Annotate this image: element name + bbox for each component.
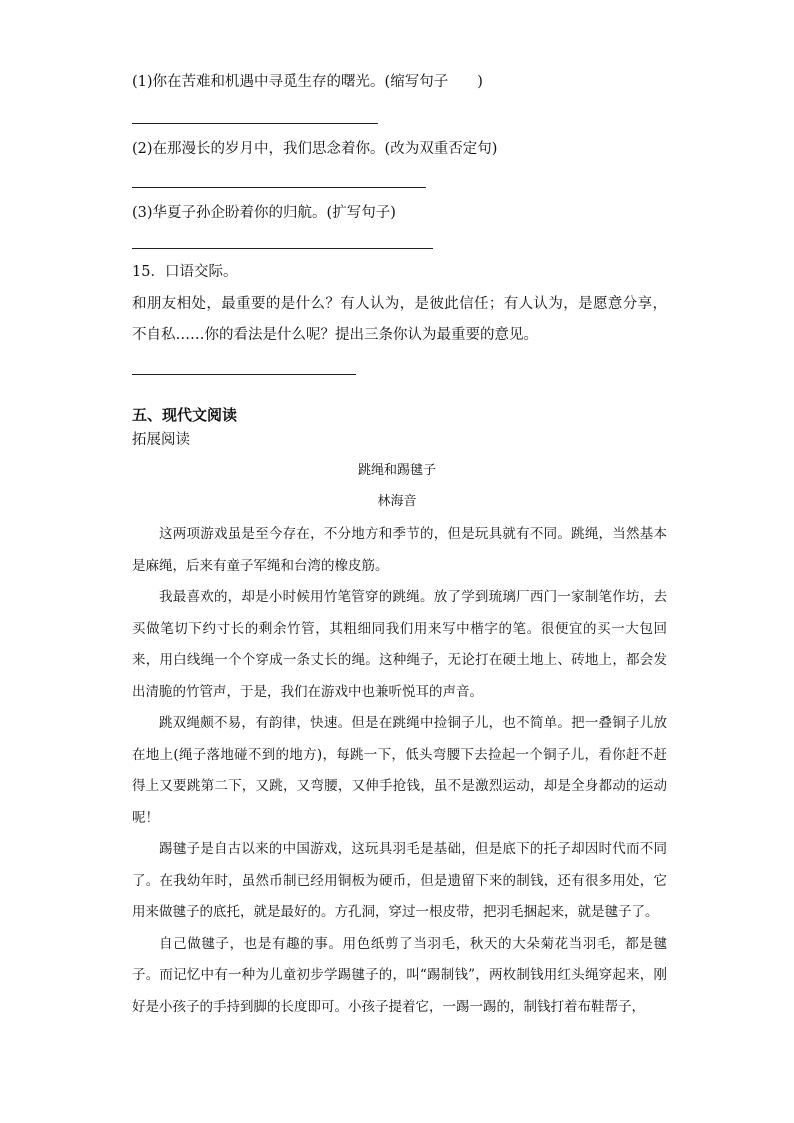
article-paragraph: 自己做毽子，也是有趣的事。用色纸剪了当羽毛，秋天的大朵菊花当羽毛，都是毽子。而记忆中有一种为儿童初步学踢毽子的，叫“踢制钱”，两枚制钱用红头绳穿起来，刚好是小孩子的手持到脚的长度即可。小孩子提着它，一踢一踢的，制钱打着布鞋帮子， xyxy=(132,935,667,1015)
article-paragraph: 我最喜欢的，却是小时候用竹笔管穿的跳绳。放了学到琉璃厂西门一家制笔作坊，去买做笔切下约寸长的剩余竹管，其粗细同我们用来写中楷字的笔。很便宜的买一大包回来，用白线绳一个个穿成一条丈长的绳。这种绳子，无论打在硬土地上、砖地上，都会发出清脆的竹管声，于是，我们在游戏中也兼听悦耳的声音。 xyxy=(132,589,667,700)
article-title: 跳绳和踢毽子 xyxy=(357,463,436,478)
article-paragraph: 跳双绳颇不易，有韵律，快速。但是在跳绳中捡铜子儿，也不简单。把一叠铜子儿放在地上(绳子落地碰不到的地方)，每跳一下，低头弯腰下去捡起一个铜子儿，看你赶不赶得上又要跳第二下，又跳，又弯腰，又伸手抢钱，虽不是激烈运动，却是全身都动的运动呢！ xyxy=(132,715,667,826)
question-15-title: 15．口语交际。 xyxy=(132,264,238,280)
section-subheading: 拓展阅读 xyxy=(132,432,190,448)
question-15-prompt xyxy=(132,289,667,351)
answer-line-2 xyxy=(132,187,426,188)
question-3: (3)华夏子孙企盼着你的归航。(扩写句子) xyxy=(132,205,396,221)
article-body xyxy=(132,519,667,1023)
question-2: (2)在那漫长的岁月中，我们思念着你。(改为双重否定句) xyxy=(132,141,498,157)
article-paragraph: 这两项游戏虽是至今存在，不分地方和季节的，但是玩具就有不同。跳绳，当然基本是麻绳，后来有童子军绳和台湾的橡皮筋。 xyxy=(132,526,667,574)
question-1: (1)你在苦难和机遇中寻觅生存的曙光。(缩写句子 ) xyxy=(132,74,483,90)
answer-line-3 xyxy=(132,248,433,249)
section-heading: 五、现代文阅读 xyxy=(132,406,238,424)
answer-line-1 xyxy=(132,123,378,124)
article-paragraph: 踢毽子是自古以来的中国游戏，这玩具羽毛是基础，但是底下的托子却因时代而不同了。在我幼年时，虽然币制已经用铜板为硬币，但是遗留下来的制钱，还有很多用处，它用来做毽子的底托，就是最好的。方孔洞，穿过一根皮带，把羽毛捆起来，就是毽子了。 xyxy=(132,841,667,920)
question-15-text: 和朋友相处，最重要的是什么？有人认为，是彼此信任；有人认为，是愿意分享，不自私……你的看法是什么呢？提出三条你认为最重要的意见。 xyxy=(132,296,667,343)
answer-line-15 xyxy=(132,374,356,375)
article-author: 林海音 xyxy=(377,494,417,509)
